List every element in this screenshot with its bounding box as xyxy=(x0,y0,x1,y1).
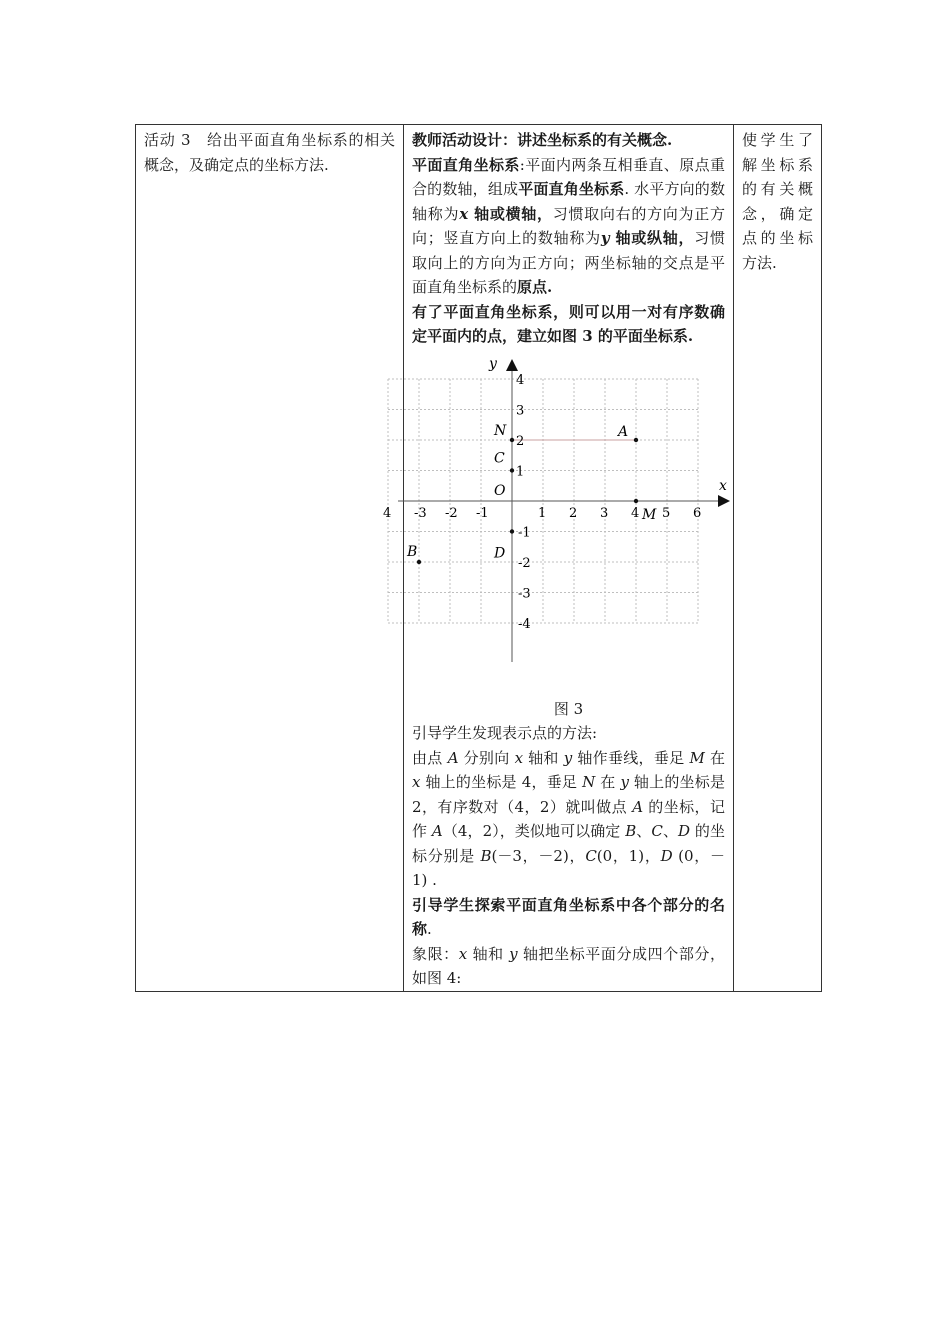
tick-labels xyxy=(383,373,701,632)
y-tick-label: 1 xyxy=(516,464,525,479)
point-d-label: D xyxy=(494,545,506,561)
def-text-1: :平面内两条互相垂直、原点重合的数轴，组成 xyxy=(412,155,725,198)
ex-p3: 轴和 xyxy=(523,748,564,767)
ex-p11: 的坐标分别是 xyxy=(412,822,725,865)
quadrant-paragraph xyxy=(412,942,725,991)
ex-n1: N xyxy=(582,773,596,791)
quad-p2: 轴和 xyxy=(467,944,510,963)
explanation-paragraph xyxy=(412,746,725,893)
point-m-dot xyxy=(634,498,638,502)
ex-a2: A xyxy=(632,797,644,816)
x-tick-label: -2 xyxy=(445,505,458,521)
ex-p1: 由点 xyxy=(412,748,448,767)
figure-caption: 图 3 xyxy=(553,699,584,718)
ex-p14: (0，－1) . xyxy=(412,846,726,889)
activity-row xyxy=(136,125,822,992)
term-coordinate-system-2: 平面直角坐标系 xyxy=(518,180,625,198)
guide-paragraph-2 xyxy=(412,893,725,942)
ex-sep1: 、 xyxy=(636,822,652,840)
activity-cell xyxy=(136,125,404,992)
quad-p3: 轴把坐标平面分成四个部分，如图 4: xyxy=(412,944,725,987)
ex-p12: (－3，－2)， xyxy=(491,846,586,865)
goal-text: 使学生了解坐标系的有关概念，确定点的坐标方法. xyxy=(742,131,813,272)
ex-m1: M xyxy=(689,748,705,767)
x-axis-arrow xyxy=(718,495,730,507)
y-tick-label: 3 xyxy=(516,403,525,418)
ex-p7: 在 xyxy=(595,773,621,791)
guide2-end: . xyxy=(427,920,432,938)
ex-p9: 的坐标，记作 xyxy=(412,797,725,840)
guide2-bold: 引导学生探索平面直角坐标系中各个部分的名称 xyxy=(412,895,725,938)
ex-b1: B xyxy=(625,822,637,840)
point-a-label: A xyxy=(618,423,629,440)
y-tick-label: -1 xyxy=(518,525,531,540)
y-tick-label: -3 xyxy=(518,586,531,601)
ex-y2: y xyxy=(620,773,629,791)
x-tick-label: 3 xyxy=(600,505,609,521)
y-axis-label: y xyxy=(489,355,497,372)
point-b-label: B xyxy=(407,543,418,560)
ex-p10: （4，2），类似地可以确定 xyxy=(442,822,626,840)
term-x-axis: 轴或横轴， xyxy=(468,204,553,223)
ex-x1: x xyxy=(514,748,524,767)
ex-p6: 轴上的坐标是 4，垂足 xyxy=(420,773,583,791)
y-axis-arrow xyxy=(506,359,518,371)
point-m-label: M xyxy=(642,506,657,523)
activity-title: 活动 3 给出平面直角坐标系的相关概念，及确定点的坐标方法. xyxy=(144,131,395,174)
ex-d1: D xyxy=(678,822,691,840)
def-text-3: 习惯取向右的方向为正方向；竖直方向上的数轴称为 xyxy=(412,204,725,247)
point-d-dot xyxy=(510,529,514,533)
x-tick-label: 2 xyxy=(569,505,578,521)
ex-y1: y xyxy=(563,748,573,767)
y-var: y xyxy=(600,229,610,247)
ex-p5: 在 xyxy=(704,748,725,767)
design-heading: 教师活动设计：讲述坐标系的有关概念. xyxy=(412,131,673,149)
x-tick-label: 4 xyxy=(631,505,640,521)
definition-paragraph xyxy=(412,153,725,300)
ex-p2: 分别向 xyxy=(458,748,515,767)
ex-sep2: 、 xyxy=(662,822,679,840)
point-n-label: N xyxy=(494,422,507,439)
x-tick-label: 1 xyxy=(538,505,547,521)
coordinate-plane xyxy=(383,355,728,697)
term-coordinate-system: 平面直角坐标系 xyxy=(412,155,520,174)
ordered-pair-paragraph: 有了平面直角坐标系，则可以用一对有序数确定平面内的点，建立如图 3 的平面坐标系. xyxy=(412,302,725,345)
y-tick-label: 4 xyxy=(516,372,525,388)
ex-x2: x xyxy=(412,773,421,791)
guide-paragraph-1: 引导学生发现表示点的方法: xyxy=(412,724,598,742)
ex-p13: (0，1)， xyxy=(596,846,661,865)
quad-y: y xyxy=(509,944,518,963)
ex-b2: B xyxy=(480,846,492,865)
quad-x: x xyxy=(458,944,468,963)
ex-p8: 轴上的坐标是 2，有序数对（4，2）就叫做点 xyxy=(412,773,725,816)
term-origin: 原点 xyxy=(517,278,548,296)
ex-a1: A xyxy=(447,748,459,767)
point-b-dot xyxy=(417,559,421,563)
term-y-axis: 轴或纵轴， xyxy=(609,229,695,247)
points xyxy=(406,423,657,564)
ex-d2: D xyxy=(660,846,673,865)
goal-cell xyxy=(734,125,822,992)
x-tick-label: -3 xyxy=(414,505,427,521)
quad-p1: 象限： xyxy=(412,944,459,963)
ex-c1: C xyxy=(651,822,663,840)
def-text-4: 习惯取向上的方向为正方向；两坐标轴的交点是平面直角坐标系的 xyxy=(412,229,725,296)
point-a-dot xyxy=(634,437,638,441)
y-tick-label: -4 xyxy=(518,616,531,632)
lesson-table xyxy=(135,124,822,992)
x-axis-label: x xyxy=(719,477,727,494)
origin-label: O xyxy=(494,482,506,499)
y-tick-label: 2 xyxy=(516,433,525,449)
ex-p4: 轴作垂线，垂足 xyxy=(572,748,690,767)
point-c-dot xyxy=(510,468,514,472)
def-end: . xyxy=(547,278,553,296)
point-n-dot xyxy=(510,437,514,441)
ex-c2: C xyxy=(585,846,597,865)
x-var: x xyxy=(459,204,469,223)
y-tick-label: -2 xyxy=(518,555,531,571)
x-tick-label: 4 xyxy=(383,505,392,521)
figure-3 xyxy=(383,355,728,697)
def-text-2: . 水平方向的数轴称为 xyxy=(412,180,725,223)
ex-a3: A xyxy=(431,822,443,840)
teacher-design-cell xyxy=(383,125,734,992)
point-c-label: C xyxy=(494,450,505,466)
x-tick-label: 6 xyxy=(693,505,702,521)
x-tick-label: 5 xyxy=(662,505,671,521)
x-tick-label: -1 xyxy=(476,505,489,521)
